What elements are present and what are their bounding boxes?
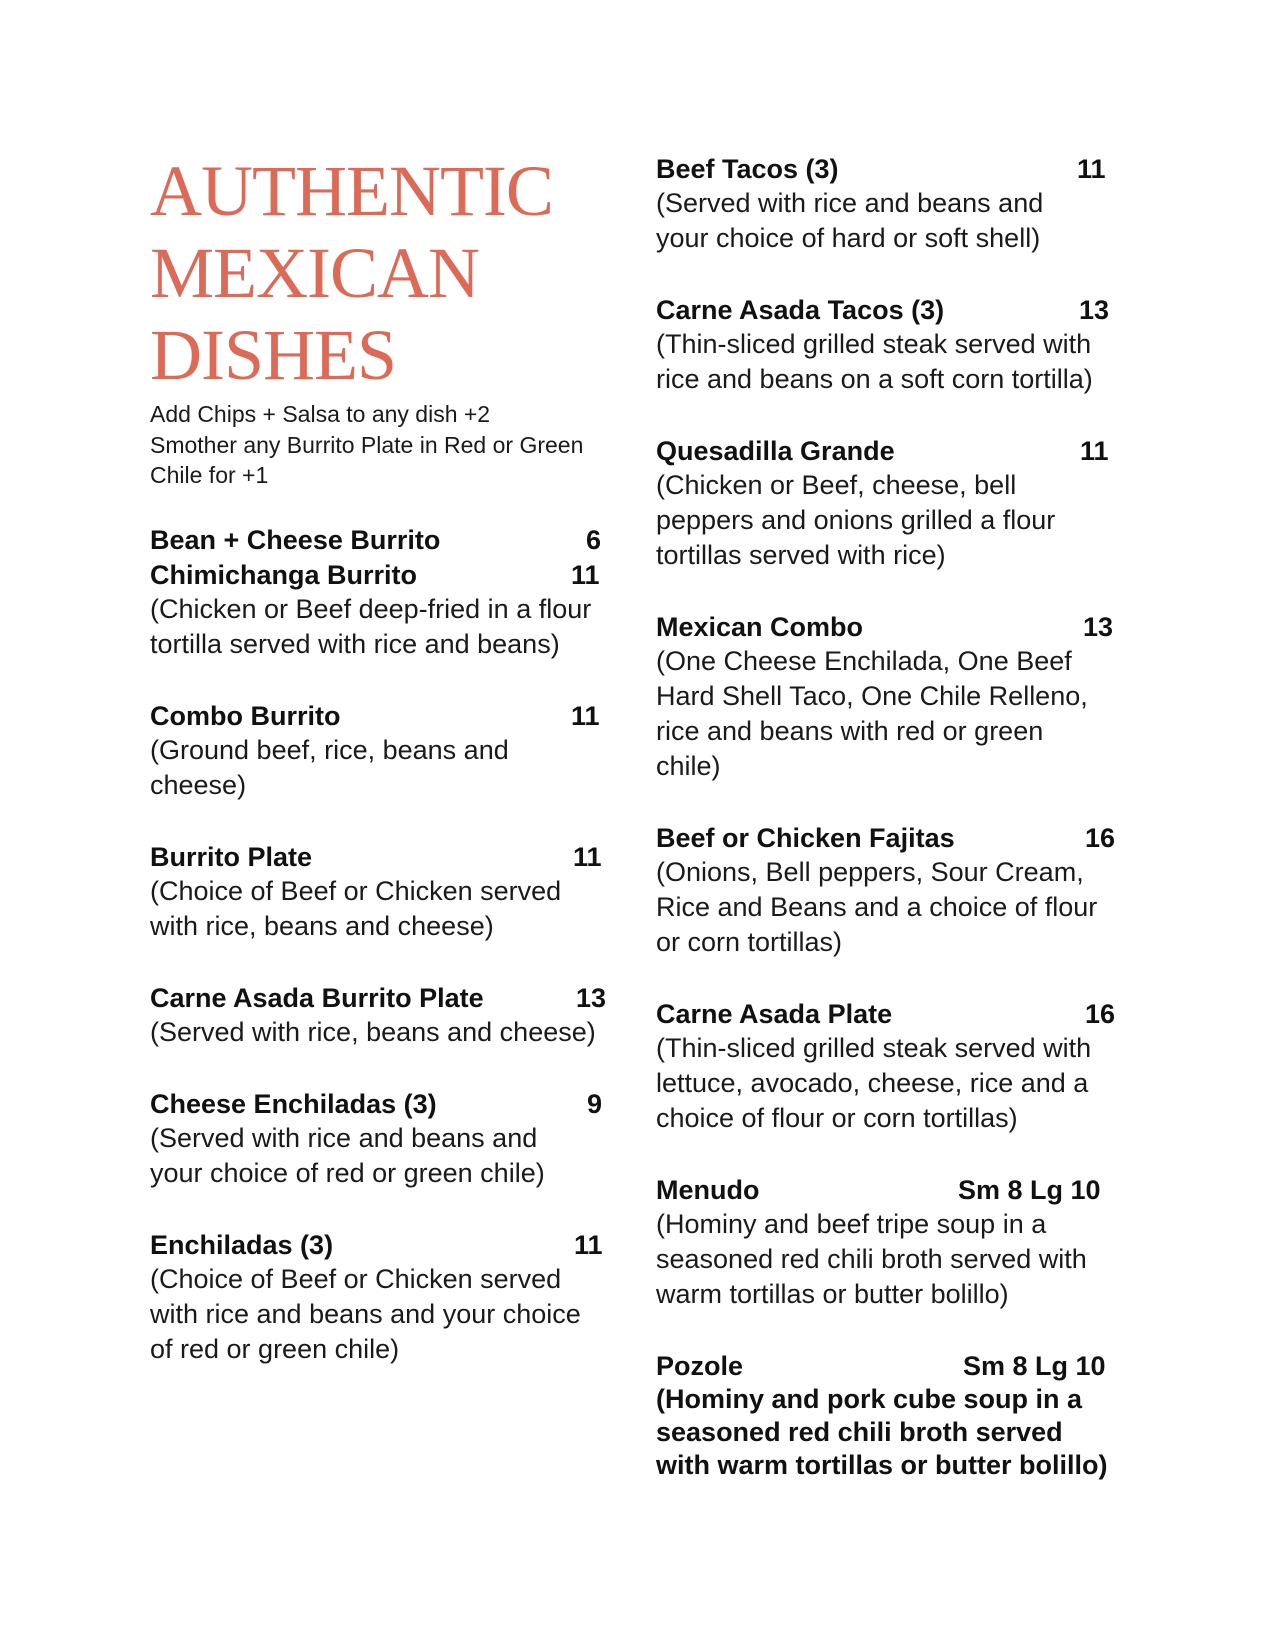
menu-item [150, 558, 610, 662]
menu-title-line: AUTHENTIC [150, 151, 553, 231]
menu-item-name: Mexican Combo [656, 612, 864, 642]
menu-item-name: Carne Asada Plate [656, 999, 893, 1029]
menu-item-description: (Choice of Beef or Chicken served with rice and beans and your choice of red or green chile) [150, 1264, 581, 1364]
menu-item [150, 1228, 610, 1367]
menu-item-name: Pozole [656, 1351, 744, 1381]
menu-note: Add Chips + Salsa to any dish +2 [150, 401, 491, 427]
menu-item-name: Beef Tacos (3) [656, 154, 839, 184]
menu-item-description: (Chicken or Beef, cheese, bell peppers and onions grilled a flour tortillas served with rice) [656, 470, 1056, 570]
menu-item-price: 9 [587, 1089, 603, 1119]
menu-item-name: Carne Asada Burrito Plate [150, 983, 484, 1013]
menu-item-price: 16 [1085, 999, 1116, 1029]
menu-item-description: (One Cheese Enchilada, One Beef Hard Shell Taco, One Chile Relleno, rice and beans with red or green chile) [656, 646, 1088, 781]
menu-item-name: Burrito Plate [150, 842, 313, 872]
menu-item-name: Bean + Cheese Burrito [150, 525, 441, 555]
menu-item [656, 1173, 1118, 1312]
menu-item-description: (Chicken or Beef deep-fried in a flour tortilla served with rice and beans) [150, 594, 592, 659]
menu-item-price: 11 [571, 701, 600, 731]
menu-item-description: (Served with rice and beans and your choice of red or green chile) [150, 1123, 545, 1188]
menu-item-price: 13 [1083, 612, 1114, 642]
menu-item-price: 11 [1077, 154, 1106, 184]
menu-item-name: Menudo [656, 1175, 760, 1205]
menu-note: Smother any Burrito Plate in Red or Green [150, 431, 584, 458]
menu-item-price: 11 [1080, 436, 1109, 466]
menu-item [656, 997, 1118, 1136]
menu-title-line: MEXICAN [150, 233, 479, 313]
menu-item-name: Beef or Chicken Fajitas [656, 823, 955, 853]
menu-item-description: (Choice of Beef or Chicken served with rice, beans and cheese) [150, 876, 562, 941]
menu-item-price: 13 [576, 983, 607, 1013]
menu-notes [150, 399, 583, 491]
menu-note: Chile for +1 [150, 462, 269, 488]
menu-item [656, 610, 1118, 784]
menu-item-name: Enchiladas (3) [150, 1230, 334, 1260]
menu-item-description: (Served with rice, beans and cheese) [150, 1017, 596, 1047]
menu-item-price: 11 [573, 842, 602, 872]
menu-item-description: (Hominy and pork cube soup in a seasoned red chili broth served with warm tortillas or butter bolillo) [656, 1384, 1108, 1480]
menu-item-description: (Thin-sliced grilled steak served with lettuce, avocado, cheese, rice and a choice of flour or corn tortillas) [656, 1033, 1092, 1133]
menu-item-description: (Thin-sliced grilled steak served with rice and beans on a soft corn tortilla) [656, 329, 1093, 394]
menu-item-description: (Onions, Bell peppers, Sour Cream, Rice and Beans and a choice of flour or corn tortillas) [656, 857, 1098, 957]
menu-item [656, 434, 1118, 573]
menu-item-name: Carne Asada Tacos (3) [656, 295, 945, 325]
menu-item [656, 152, 1118, 256]
menu-item-price: 6 [586, 525, 602, 555]
menu-item-price: 13 [1079, 295, 1110, 325]
menu-item [150, 1087, 610, 1191]
menu-item-name: Quesadilla Grande [656, 436, 895, 466]
menu-title-line: DISHES [150, 315, 397, 395]
menu-item-price: 16 [1085, 823, 1116, 853]
menu-item-name: Chimichanga Burrito [150, 560, 418, 590]
menu-item-price: Sm 8 Lg 10 [958, 1175, 1101, 1205]
menu-title [150, 150, 553, 396]
menu-item-price: 11 [574, 1230, 603, 1260]
menu-item [656, 293, 1118, 397]
menu-item-description: (Ground beef, rice, beans and cheese) [150, 735, 509, 800]
menu-item-price: 11 [571, 560, 600, 590]
menu-item-price: Sm 8 Lg 10 [963, 1351, 1106, 1381]
menu-item [150, 699, 610, 803]
menu-item [656, 1349, 1118, 1482]
menu-item-description: (Served with rice and beans and your choice of hard or soft shell) [656, 188, 1044, 253]
menu-item [150, 840, 610, 944]
menu-item [150, 523, 610, 557]
menu-item-name: Cheese Enchiladas (3) [150, 1089, 437, 1119]
menu-item-description: (Hominy and beef tripe soup in a seasoned red chili broth served with warm tortillas or butter bolillo) [656, 1209, 1087, 1309]
menu-item [150, 981, 610, 1050]
menu-item [656, 821, 1118, 960]
menu-item-name: Combo Burrito [150, 701, 341, 731]
